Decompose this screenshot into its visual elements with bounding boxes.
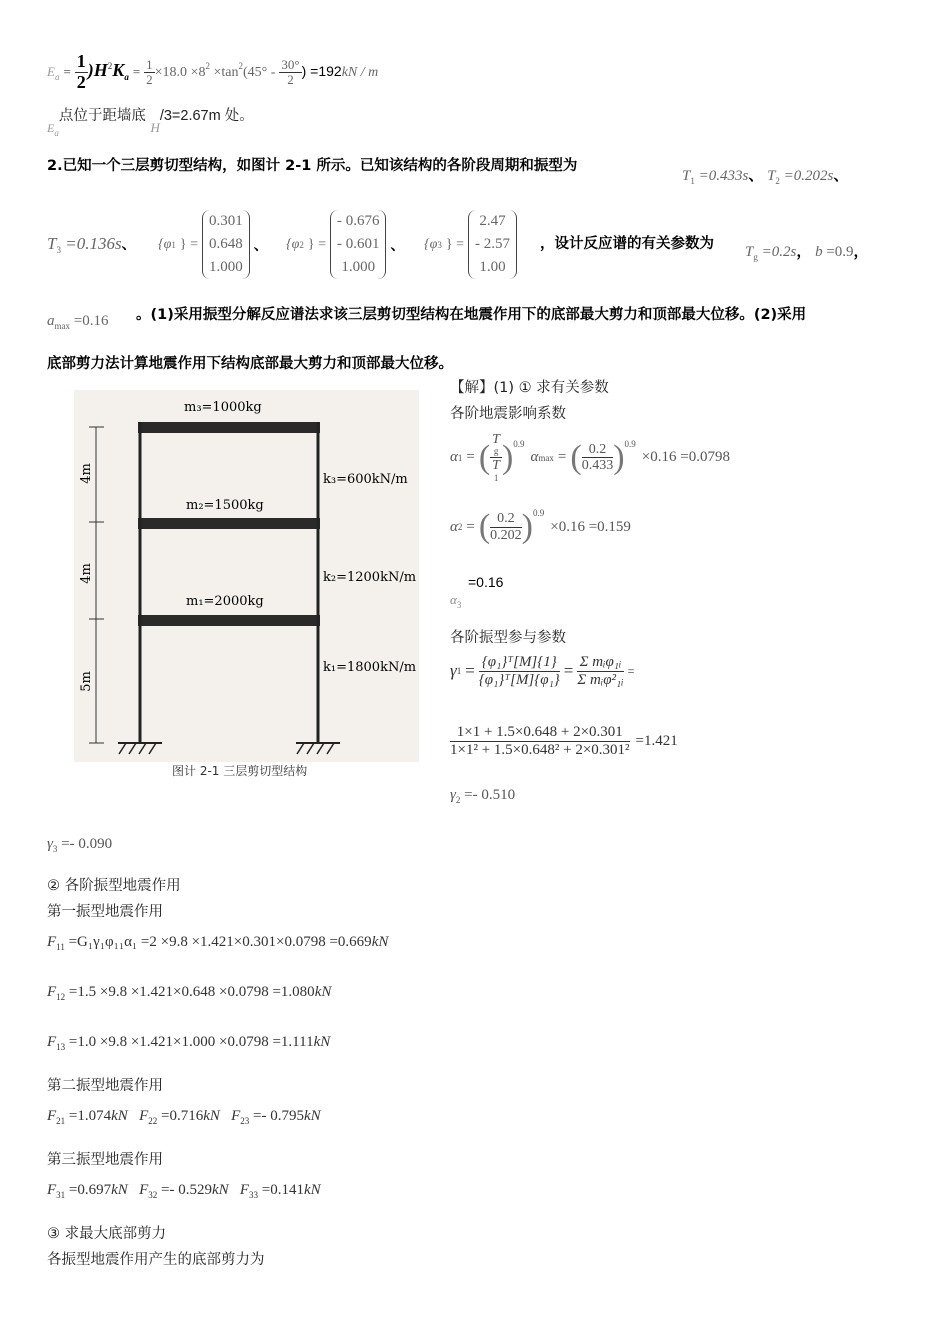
- stiffness-3-label: k₃=600kN/m: [323, 472, 408, 487]
- phi3-values: 2.47 - 2.57 1.00: [468, 210, 517, 279]
- alpha2-formula: α 2 = ( $\frac{0.2}{0.202}$ ) 0.9 ×0.16 =0.159: [450, 508, 631, 545]
- ea-pos-symbol: Ea: [47, 121, 59, 138]
- forces-title: ② 各阶振型地震作用: [47, 878, 181, 894]
- problem-periods-12: $T_1 =0.433s$、 $T_2 =0.202s$、: [682, 166, 849, 186]
- support-left: [118, 743, 162, 754]
- problem-line3: 。(1)采用振型分解反应谱法求该三层剪切型结构在地震作用下的底部最大剪力和顶部最大位移。(2)采用: [136, 307, 807, 323]
- stiffness-1-label: k₁=1800kN/m: [323, 660, 417, 675]
- height-3-label: 4m: [78, 463, 94, 484]
- problem-amax: $a_{max} =0.16$: [47, 313, 109, 331]
- ea-rhs: ×18.0 ×8: [154, 64, 206, 80]
- phi1-vector: {φ 1 } = 0.301 0.648 1.000 、: [158, 210, 268, 279]
- support-right: [296, 743, 340, 754]
- gamma1-formula: γ 1 = $\frac{\text{\{φ₁\}ᵀ[M]\{1\}}}{\text{\{φ₁\}ᵀ[M]\{φ₁\}}}$ = $\frac{\text{Σ mᵢφ₁ᵢ}}{\text{Σ mᵢφ²₁ᵢ}}$ =: [450, 654, 635, 688]
- f12-formula: $F_{12} =1.5 \times 9.8 \times 1.421\times 0.648 \times 0.0798 =1.080kN$: [47, 984, 332, 1002]
- problem-spectrum-params: $T_g =0.2s$， b =0.9，: [745, 242, 869, 262]
- ea-k: $K_a$: [112, 59, 129, 82]
- mode1-title: 第一振型地震作用: [47, 904, 163, 920]
- ea-h: )H: [87, 59, 108, 80]
- alpha-title: 各阶地震影响系数: [450, 406, 566, 422]
- slab-2: [138, 518, 320, 529]
- shear-title: ③ 求最大底部剪力: [47, 1226, 167, 1242]
- slab-3: [138, 422, 320, 433]
- ea-tan: ×tan: [209, 64, 239, 80]
- alpha3-symbol: $\alpha_3$: [450, 592, 462, 610]
- ea-eq2: =: [132, 63, 141, 79]
- ea-rhs-sup: 2: [205, 60, 210, 71]
- phi2-vector: {φ 2 } = - 0.676 - 0.601 1.000 、: [286, 210, 404, 279]
- shear-text: 各振型地震作用产生的底部剪力为: [47, 1252, 265, 1268]
- mode2-forces: $F_{21} =1.074kN$ $F_{22} =0.716kN$ $F_{23} =- 0.795kN$: [47, 1108, 321, 1126]
- ea-h-sup: 2: [107, 60, 113, 71]
- ea-formula: [47, 52, 378, 93]
- mass-2-label: m₂=1500kg: [186, 498, 264, 513]
- ea-symbol: $E_a$: [47, 63, 60, 82]
- mode3-title: 第三振型地震作用: [47, 1152, 163, 1168]
- slab-1: [138, 615, 320, 626]
- phi3-vector: {φ 3 } = 2.47 - 2.57 1.00: [424, 210, 517, 279]
- gamma1-numeric: $\frac{1\times 1 + 1.5\times 0.648 + 2\times 0.301}{\text{1×1² + 1.5×0.648² + 2×0.301²}}$ =1.421: [450, 724, 678, 758]
- mode3-forces: $F_{31} =0.697kN$ $F_{32} =- 0.529kN$ $F_{33} =0.141kN$: [47, 1182, 321, 1200]
- figure-caption: 图计 2-1 三层剪切型结构: [172, 764, 308, 778]
- phi1-values: 0.301 0.648 1.000: [202, 210, 250, 279]
- solution-heading: 【解】(1) ① 求有关参数: [450, 380, 609, 396]
- ea-paren: (45° -: [242, 64, 276, 80]
- structure-figure: [74, 390, 419, 778]
- mass-3-label: m₃=1000kg: [184, 400, 262, 415]
- height-2-label: 4m: [78, 563, 94, 584]
- ea-pos-text1: 点位于距墙底: [58, 108, 146, 124]
- ea-tan-sup: 2: [238, 60, 243, 71]
- gamma3-value: $\gamma_3 =- 0.090$: [47, 836, 113, 854]
- stiffness-2-label: k₂=1200kN/m: [323, 570, 417, 585]
- ea-deg: $\frac{30^\circ}{2}$: [281, 56, 300, 87]
- mass-1-label: m₁=2000kg: [186, 594, 264, 609]
- f13-formula: $F_{13} =1.0 \times 9.8 \times 1.421\times 1.000 \times 0.0798 =1.111kN$: [47, 1034, 331, 1052]
- mode2-title: 第二振型地震作用: [47, 1078, 163, 1094]
- ea-rhs-half: $\frac{1}{2}$: [146, 56, 153, 87]
- ea-pos-h: H: [150, 120, 160, 135]
- ea-half: $\frac{1}{2}$: [76, 51, 86, 92]
- gamma2-value: $\gamma_2 =- 0.510$: [450, 787, 516, 805]
- ea-eq: =: [63, 63, 71, 79]
- height-1-label: 5m: [78, 671, 94, 692]
- ea-pos-text2: /3=2.67m 处。: [159, 108, 254, 124]
- gamma-title: 各阶振型参与参数: [450, 630, 566, 646]
- phi2-values: - 0.676 - 0.601 1.000: [330, 210, 387, 279]
- problem-spectrum-text: ，设计反应谱的有关参数为: [540, 236, 714, 252]
- ea-result: ) =192: [301, 62, 342, 79]
- problem-line1: 2.已知一个三层剪切型结构，如图计 2-1 所示。已知该结构的各阶段周期和振型为: [47, 158, 578, 174]
- alpha1-formula: α 1 = ( T g T 1 ) 0.9 α max = ( $\frac{0.2}{0.433}$ ) 0.9 ×0.16 =0.0798: [450, 432, 730, 483]
- f11-formula: $F_{11} =G_1\gamma_1\varphi_{11}\alpha_1 =2 \times 9.8 \times 1.421\times 0.301\times 0.0798 =0.669kN$: [47, 934, 389, 952]
- ea-unit: kN / m: [341, 64, 379, 80]
- ea-position-line: [47, 104, 254, 138]
- problem-period-3: $T_3 =0.136s$、: [47, 234, 136, 255]
- alpha3-value: =0.16: [468, 574, 504, 590]
- problem-line4: 底部剪力法计算地震作用下结构底部最大剪力和顶部最大位移。: [47, 356, 453, 372]
